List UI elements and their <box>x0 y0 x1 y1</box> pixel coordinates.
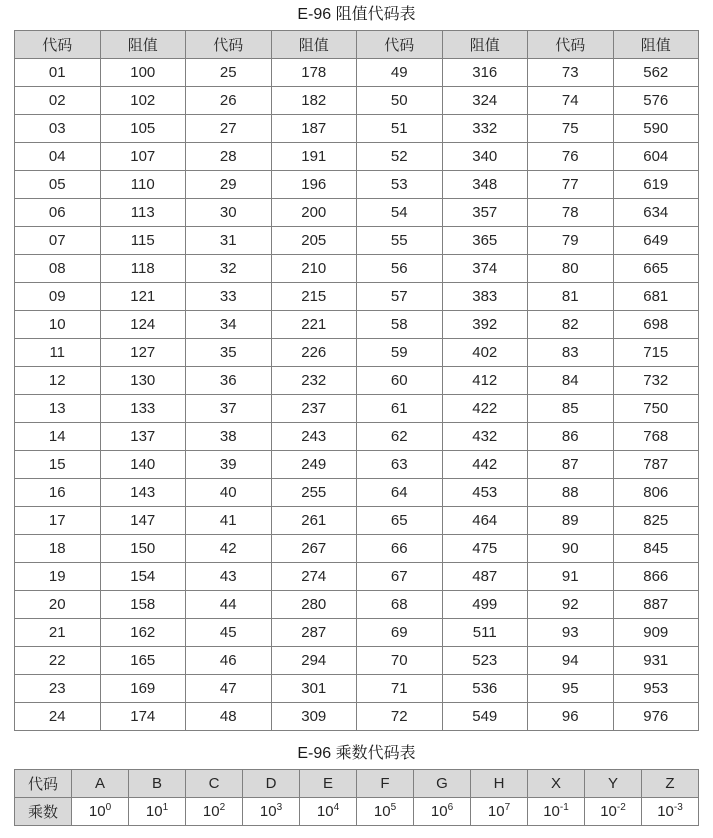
code-cell: 28 <box>186 143 272 171</box>
multiplier-exponent: 5 <box>390 802 397 813</box>
code-cell: 73 <box>528 59 614 87</box>
code-cell: 05 <box>15 171 101 199</box>
code-cell: 83 <box>528 339 614 367</box>
value-cell: 215 <box>271 283 357 311</box>
code-cell: 27 <box>186 115 272 143</box>
value-cell: 750 <box>613 395 699 423</box>
code-cell: 51 <box>357 115 443 143</box>
code-cell: 21 <box>15 619 101 647</box>
code-cell: 93 <box>528 619 614 647</box>
table-row <box>15 115 699 143</box>
code-cell: 89 <box>528 507 614 535</box>
table-row <box>15 339 699 367</box>
value-cell: 187 <box>271 115 357 143</box>
table-row <box>15 675 699 703</box>
code-cell: 49 <box>357 59 443 87</box>
value-cell: 121 <box>100 283 186 311</box>
code-cell: 56 <box>357 255 443 283</box>
code-cell: 06 <box>15 199 101 227</box>
value-cell: 332 <box>442 115 528 143</box>
value-cell: 130 <box>100 367 186 395</box>
code-cell: 60 <box>357 367 443 395</box>
value-cell: 115 <box>100 227 186 255</box>
code-cell: 94 <box>528 647 614 675</box>
multiplier-exponent: -3 <box>673 802 683 813</box>
multiplier-base: 10 <box>430 803 448 820</box>
code-cell: 09 <box>15 283 101 311</box>
value-cell: 118 <box>100 255 186 283</box>
code-cell: 81 <box>528 283 614 311</box>
code-cell: 80 <box>528 255 614 283</box>
value-cell: 287 <box>271 619 357 647</box>
header-cell: 阻值 <box>442 31 528 59</box>
code-cell: 71 <box>357 675 443 703</box>
multiplier-code-cell: Z <box>642 770 699 798</box>
code-cell: 64 <box>357 479 443 507</box>
multiplier-base: 10 <box>259 803 277 820</box>
value-cell: 649 <box>613 227 699 255</box>
code-cell: 10 <box>15 311 101 339</box>
code-cell: 07 <box>15 227 101 255</box>
value-cell: 432 <box>442 423 528 451</box>
code-cell: 67 <box>357 563 443 591</box>
code-cell: 15 <box>15 451 101 479</box>
code-cell: 65 <box>357 507 443 535</box>
multiplier-base: 10 <box>88 803 106 820</box>
multiplier-base: 10 <box>145 803 163 820</box>
value-cell: 357 <box>442 199 528 227</box>
code-cell: 32 <box>186 255 272 283</box>
value-cell: 191 <box>271 143 357 171</box>
value-cell: 110 <box>100 171 186 199</box>
code-cell: 08 <box>15 255 101 283</box>
multiplier-value-cell <box>414 798 471 826</box>
multiplier-value-cell <box>186 798 243 826</box>
code-cell: 88 <box>528 479 614 507</box>
value-cell: 274 <box>271 563 357 591</box>
value-cell: 422 <box>442 395 528 423</box>
code-cell: 02 <box>15 87 101 115</box>
value-cell: 453 <box>442 479 528 507</box>
value-cell: 162 <box>100 619 186 647</box>
code-cell: 85 <box>528 395 614 423</box>
value-cell: 768 <box>613 423 699 451</box>
code-cell: 96 <box>528 703 614 731</box>
code-cell: 50 <box>357 87 443 115</box>
code-cell: 25 <box>186 59 272 87</box>
value-cell: 340 <box>442 143 528 171</box>
multiplier-exponent: -2 <box>616 802 626 813</box>
value-cell: 549 <box>442 703 528 731</box>
value-cell: 113 <box>100 199 186 227</box>
multiplier-code-table <box>14 769 699 826</box>
code-cell: 03 <box>15 115 101 143</box>
code-cell: 24 <box>15 703 101 731</box>
multiplier-base: 10 <box>487 803 505 820</box>
value-cell: 787 <box>613 451 699 479</box>
multiplier-value-cell <box>528 798 585 826</box>
table-row <box>15 395 699 423</box>
multiplier-code-cell: Y <box>585 770 642 798</box>
code-cell: 66 <box>357 535 443 563</box>
header-cell: 代码 <box>186 31 272 59</box>
code-cell: 54 <box>357 199 443 227</box>
code-cell: 40 <box>186 479 272 507</box>
multiplier-code-row <box>15 770 699 798</box>
multiplier-base: 10 <box>657 803 674 820</box>
value-cell: 523 <box>442 647 528 675</box>
table-row <box>15 143 699 171</box>
code-cell: 18 <box>15 535 101 563</box>
code-cell: 14 <box>15 423 101 451</box>
code-cell: 33 <box>186 283 272 311</box>
value-cell: 294 <box>271 647 357 675</box>
multiplier-code-cell: F <box>357 770 414 798</box>
code-cell: 22 <box>15 647 101 675</box>
value-cell: 825 <box>613 507 699 535</box>
value-cell: 174 <box>100 703 186 731</box>
value-cell: 261 <box>271 507 357 535</box>
table-row <box>15 535 699 563</box>
value-cell: 200 <box>271 199 357 227</box>
value-cell: 392 <box>442 311 528 339</box>
multiplier-code-cell: B <box>129 770 186 798</box>
multiplier-value-row <box>15 798 699 826</box>
code-cell: 46 <box>186 647 272 675</box>
value-cell: 280 <box>271 591 357 619</box>
value-cell: 267 <box>271 535 357 563</box>
multiplier-code-cell: X <box>528 770 585 798</box>
table-row <box>15 703 699 731</box>
code-cell: 91 <box>528 563 614 591</box>
multiplier-exponent: 2 <box>219 802 226 813</box>
code-cell: 04 <box>15 143 101 171</box>
table-row <box>15 283 699 311</box>
table-row <box>15 423 699 451</box>
multiplier-base: 10 <box>316 803 334 820</box>
code-cell: 29 <box>186 171 272 199</box>
header-cell: 阻值 <box>613 31 699 59</box>
code-cell: 45 <box>186 619 272 647</box>
value-cell: 499 <box>442 591 528 619</box>
multiplier-label-cell: 乘数 <box>15 798 72 826</box>
value-cell: 412 <box>442 367 528 395</box>
value-cell: 301 <box>271 675 357 703</box>
value-cell: 931 <box>613 647 699 675</box>
header-cell: 代码 <box>528 31 614 59</box>
code-cell: 55 <box>357 227 443 255</box>
multiplier-code-cell: H <box>471 770 528 798</box>
value-cell: 249 <box>271 451 357 479</box>
code-cell: 72 <box>357 703 443 731</box>
multiplier-value-cell <box>471 798 528 826</box>
code-cell: 12 <box>15 367 101 395</box>
code-cell: 76 <box>528 143 614 171</box>
code-cell: 52 <box>357 143 443 171</box>
code-cell: 31 <box>186 227 272 255</box>
value-cell: 221 <box>271 311 357 339</box>
value-cell: 100 <box>100 59 186 87</box>
value-cell: 348 <box>442 171 528 199</box>
value-cell: 205 <box>271 227 357 255</box>
value-cell: 806 <box>613 479 699 507</box>
table-row <box>15 451 699 479</box>
value-cell: 150 <box>100 535 186 563</box>
multiplier-exponent: 4 <box>333 802 340 813</box>
multiplier-value-cell <box>300 798 357 826</box>
multiplier-exponent: -1 <box>559 802 569 813</box>
value-cell: 210 <box>271 255 357 283</box>
resistance-table-header <box>15 31 699 59</box>
value-cell: 102 <box>100 87 186 115</box>
multiplier-value-cell <box>642 798 699 826</box>
value-cell: 374 <box>442 255 528 283</box>
multiplier-code-cell: G <box>414 770 471 798</box>
value-cell: 237 <box>271 395 357 423</box>
value-cell: 604 <box>613 143 699 171</box>
code-cell: 70 <box>357 647 443 675</box>
value-cell: 243 <box>271 423 357 451</box>
code-cell: 11 <box>15 339 101 367</box>
code-cell: 59 <box>357 339 443 367</box>
code-cell: 63 <box>357 451 443 479</box>
value-cell: 887 <box>613 591 699 619</box>
value-cell: 402 <box>442 339 528 367</box>
table-row <box>15 507 699 535</box>
code-cell: 62 <box>357 423 443 451</box>
value-cell: 316 <box>442 59 528 87</box>
multiplier-value-cell <box>129 798 186 826</box>
code-cell: 92 <box>528 591 614 619</box>
multiplier-exponent: 3 <box>276 802 283 813</box>
value-cell: 511 <box>442 619 528 647</box>
table-row <box>15 59 699 87</box>
code-cell: 61 <box>357 395 443 423</box>
multiplier-code-cell: D <box>243 770 300 798</box>
code-cell: 17 <box>15 507 101 535</box>
multiplier-value-cell <box>243 798 300 826</box>
table-row <box>15 171 699 199</box>
code-cell: 47 <box>186 675 272 703</box>
value-cell: 562 <box>613 59 699 87</box>
resistance-code-table <box>14 30 699 731</box>
value-cell: 165 <box>100 647 186 675</box>
code-cell: 26 <box>186 87 272 115</box>
value-cell: 255 <box>271 479 357 507</box>
header-cell: 阻值 <box>271 31 357 59</box>
value-cell: 154 <box>100 563 186 591</box>
table-row <box>15 87 699 115</box>
resistance-table-title: E-96 阻值代码表 <box>297 6 416 23</box>
value-cell: 665 <box>613 255 699 283</box>
multiplier-code-cell: E <box>300 770 357 798</box>
code-cell: 20 <box>15 591 101 619</box>
value-cell: 140 <box>100 451 186 479</box>
multiplier-table-body <box>15 770 699 826</box>
code-cell: 78 <box>528 199 614 227</box>
value-cell: 309 <box>271 703 357 731</box>
code-cell: 34 <box>186 311 272 339</box>
code-cell: 68 <box>357 591 443 619</box>
value-cell: 442 <box>442 451 528 479</box>
multiplier-value-cell <box>357 798 414 826</box>
value-cell: 143 <box>100 479 186 507</box>
table-row <box>15 647 699 675</box>
code-cell: 53 <box>357 171 443 199</box>
code-cell: 19 <box>15 563 101 591</box>
value-cell: 182 <box>271 87 357 115</box>
multiplier-exponent: 1 <box>162 802 169 813</box>
multiplier-base: 10 <box>373 803 391 820</box>
multiplier-base: 10 <box>543 803 560 820</box>
header-row <box>15 31 699 59</box>
value-cell: 124 <box>100 311 186 339</box>
header-cell: 阻值 <box>100 31 186 59</box>
code-cell: 23 <box>15 675 101 703</box>
value-cell: 226 <box>271 339 357 367</box>
code-cell: 95 <box>528 675 614 703</box>
code-cell: 42 <box>186 535 272 563</box>
code-cell: 90 <box>528 535 614 563</box>
code-cell: 36 <box>186 367 272 395</box>
code-cell: 74 <box>528 87 614 115</box>
table-row <box>15 255 699 283</box>
value-cell: 147 <box>100 507 186 535</box>
multiplier-exponent: 6 <box>447 802 454 813</box>
code-label-cell: 代码 <box>15 770 72 798</box>
code-cell: 57 <box>357 283 443 311</box>
header-cell: 代码 <box>357 31 443 59</box>
multiplier-value-cell <box>72 798 129 826</box>
code-cell: 01 <box>15 59 101 87</box>
value-cell: 475 <box>442 535 528 563</box>
code-cell: 13 <box>15 395 101 423</box>
value-cell: 127 <box>100 339 186 367</box>
value-cell: 232 <box>271 367 357 395</box>
code-cell: 30 <box>186 199 272 227</box>
value-cell: 464 <box>442 507 528 535</box>
value-cell: 383 <box>442 283 528 311</box>
code-cell: 48 <box>186 703 272 731</box>
value-cell: 866 <box>613 563 699 591</box>
value-cell: 698 <box>613 311 699 339</box>
table-row <box>15 311 699 339</box>
value-cell: 732 <box>613 367 699 395</box>
code-cell: 87 <box>528 451 614 479</box>
value-cell: 845 <box>613 535 699 563</box>
code-cell: 44 <box>186 591 272 619</box>
value-cell: 909 <box>613 619 699 647</box>
header-cell: 代码 <box>15 31 101 59</box>
value-cell: 715 <box>613 339 699 367</box>
code-cell: 16 <box>15 479 101 507</box>
table-row <box>15 619 699 647</box>
value-cell: 634 <box>613 199 699 227</box>
code-cell: 86 <box>528 423 614 451</box>
code-cell: 82 <box>528 311 614 339</box>
code-cell: 84 <box>528 367 614 395</box>
multiplier-table-title: E-96 乘数代码表 <box>297 745 416 762</box>
table-row <box>15 367 699 395</box>
multiplier-code-cell: A <box>72 770 129 798</box>
table-row <box>15 479 699 507</box>
value-cell: 105 <box>100 115 186 143</box>
multiplier-exponent: 0 <box>105 802 112 813</box>
value-cell: 178 <box>271 59 357 87</box>
value-cell: 487 <box>442 563 528 591</box>
code-cell: 35 <box>186 339 272 367</box>
value-cell: 619 <box>613 171 699 199</box>
value-cell: 107 <box>100 143 186 171</box>
code-cell: 39 <box>186 451 272 479</box>
table-row <box>15 227 699 255</box>
value-cell: 976 <box>613 703 699 731</box>
value-cell: 169 <box>100 675 186 703</box>
value-cell: 324 <box>442 87 528 115</box>
code-cell: 43 <box>186 563 272 591</box>
code-cell: 37 <box>186 395 272 423</box>
code-cell: 75 <box>528 115 614 143</box>
value-cell: 133 <box>100 395 186 423</box>
value-cell: 137 <box>100 423 186 451</box>
value-cell: 536 <box>442 675 528 703</box>
table-row <box>15 591 699 619</box>
code-cell: 41 <box>186 507 272 535</box>
value-cell: 196 <box>271 171 357 199</box>
table-row <box>15 563 699 591</box>
value-cell: 953 <box>613 675 699 703</box>
code-cell: 58 <box>357 311 443 339</box>
table-row <box>15 199 699 227</box>
value-cell: 365 <box>442 227 528 255</box>
code-cell: 69 <box>357 619 443 647</box>
value-cell: 158 <box>100 591 186 619</box>
code-cell: 38 <box>186 423 272 451</box>
multiplier-base: 10 <box>600 803 617 820</box>
multiplier-value-cell <box>585 798 642 826</box>
value-cell: 681 <box>613 283 699 311</box>
resistance-table-body <box>15 59 699 731</box>
multiplier-exponent: 7 <box>504 802 511 813</box>
value-cell: 590 <box>613 115 699 143</box>
value-cell: 576 <box>613 87 699 115</box>
code-cell: 79 <box>528 227 614 255</box>
multiplier-code-cell: C <box>186 770 243 798</box>
code-cell: 77 <box>528 171 614 199</box>
multiplier-base: 10 <box>202 803 220 820</box>
